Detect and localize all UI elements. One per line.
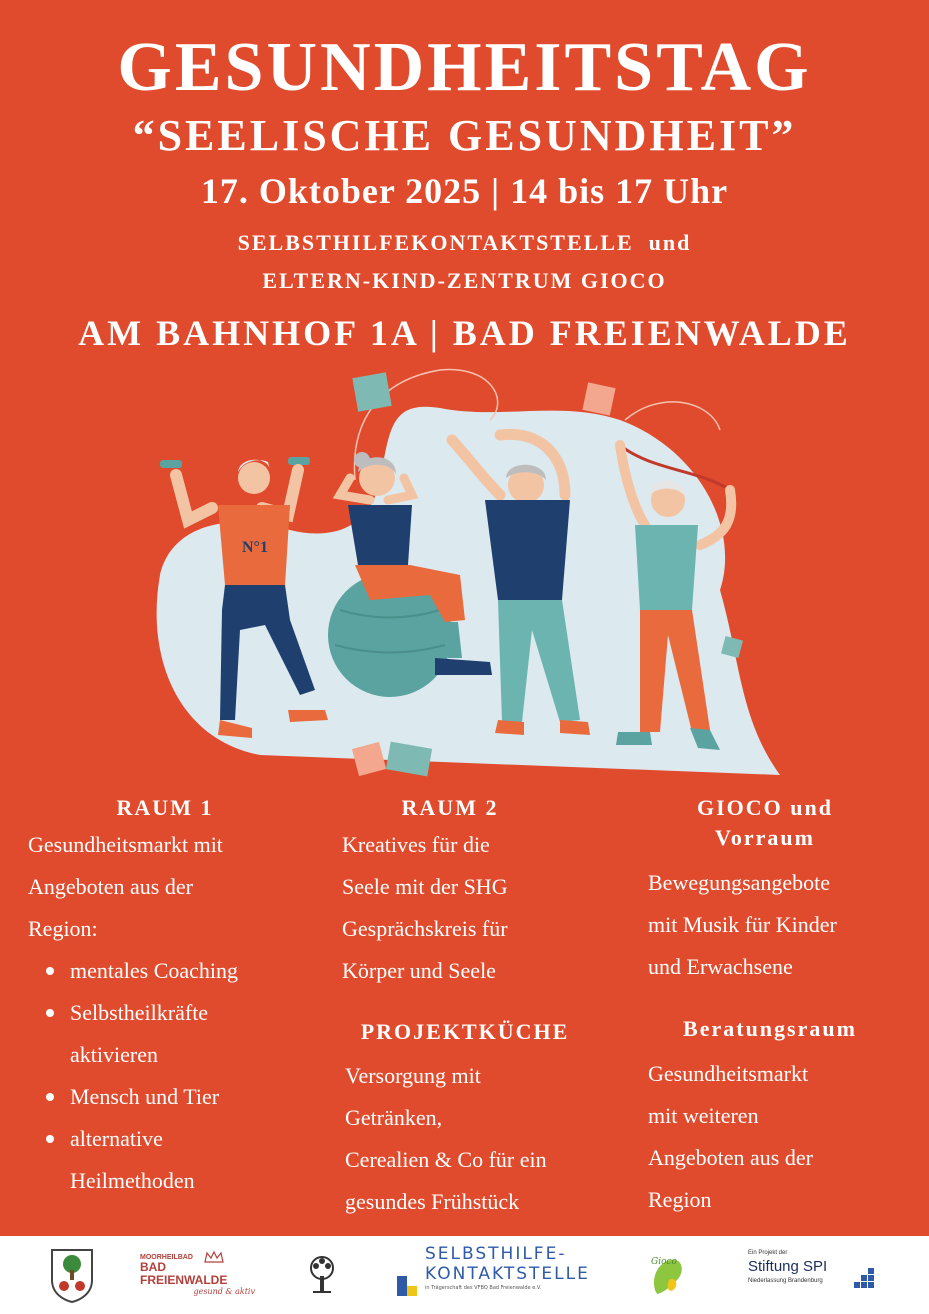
projektkueche-line: Cerealien & Co für ein xyxy=(345,1147,547,1172)
crown-icon xyxy=(203,1250,225,1264)
beratungsraum-line: Gesundheitsmarkt xyxy=(648,1061,809,1086)
gioco-line: und Erwachsene xyxy=(648,954,793,979)
raum2-line: Kreatives für die xyxy=(342,832,490,857)
raum2-text xyxy=(342,824,632,992)
raum1-bullet-list xyxy=(28,950,328,1202)
raum1-intro xyxy=(28,824,328,1202)
projektkueche-line: Versorgung mit xyxy=(345,1063,481,1088)
bullet-item: Selbstheilkräfte aktivieren xyxy=(28,992,328,1076)
beratungsraum-line: Region xyxy=(648,1187,712,1212)
gioco-line: Bewegungsangebote xyxy=(648,870,831,895)
projektkueche-line: gesundes Frühstück xyxy=(345,1189,520,1214)
raum2-line: Gesprächskreis für xyxy=(342,916,508,941)
bullet-item: Mensch und Tier xyxy=(28,1076,328,1118)
organizer-line-2: ELTERN-KIND-ZENTRUM GIOCO xyxy=(262,268,667,293)
gioco-logo xyxy=(645,1250,691,1300)
beratungsraum-line: mit weiteren xyxy=(648,1103,759,1128)
beratungsraum-heading: Beratungsraum xyxy=(683,1016,857,1041)
event-subtitle: “SEELISCHE GESUNDHEIT” xyxy=(132,111,797,160)
projektkueche-text xyxy=(345,1055,635,1223)
raum2-line: Körper und Seele xyxy=(342,958,496,983)
event-date: 17. Oktober 2025 | 14 bis 17 Uhr xyxy=(200,171,729,211)
projektkueche-heading: PROJEKTKÜCHE xyxy=(360,1019,570,1044)
organizer-line-1: SELBSTHILFEKONTAKTSTELLE und xyxy=(237,230,692,255)
gioco-text xyxy=(648,862,923,988)
raum1-intro-line: Angeboten aus der xyxy=(28,874,193,899)
exercise-illustration xyxy=(140,360,780,780)
raum1-heading: RAUM 1 xyxy=(116,795,214,820)
footer-logo-bar xyxy=(0,1236,929,1314)
stiftung-spi-logo: Ein Projekt der Stiftung SPI Niederlassung Brandenburg xyxy=(748,1250,828,1284)
bullet-item: mentales Coaching xyxy=(28,950,328,992)
svg-text:Gioco: Gioco xyxy=(651,1257,677,1267)
tree-logo xyxy=(305,1254,339,1296)
raum2-line: Seele mit der SHG xyxy=(342,874,508,899)
svg-text:N°1: N°1 xyxy=(242,539,268,556)
decor-line xyxy=(625,402,720,430)
gioco-heading: GIOCO und Vorraum xyxy=(697,795,833,850)
gioco-line: mit Musik für Kinder xyxy=(648,912,837,937)
coat-of-arms-logo xyxy=(50,1246,94,1304)
selbsthilfe-kontaktstelle-logo: SELBSTHILFE- KONTAKTSTELLE in Trägerschaft des VFBQ Bad Freienwalde e.V. xyxy=(425,1244,590,1291)
bullet-item: alternative Heilmethoden xyxy=(28,1118,328,1202)
event-address: AM BAHNHOF 1A | BAD FREIENWALDE xyxy=(78,313,851,353)
projektkueche-line: Getränken, xyxy=(345,1105,443,1130)
beratungsraum-text xyxy=(648,1053,923,1221)
raum1-intro-line: Region: xyxy=(28,916,98,941)
event-title: GESUNDHEITSTAG xyxy=(117,29,812,106)
spi-squares-icon xyxy=(852,1266,876,1292)
shk-puzzle-icon xyxy=(395,1274,421,1298)
beratungsraum-line: Angeboten aus der xyxy=(648,1145,813,1170)
decor-square xyxy=(582,382,615,415)
decor-square xyxy=(352,372,391,411)
raum2-heading: RAUM 2 xyxy=(401,795,499,820)
moorheilbad-logo: MOORHEILBAD BAD FREIENWALDE gesund & aktiv xyxy=(140,1254,255,1296)
raum1-intro-line: Gesundheitsmarkt mit xyxy=(28,832,223,857)
